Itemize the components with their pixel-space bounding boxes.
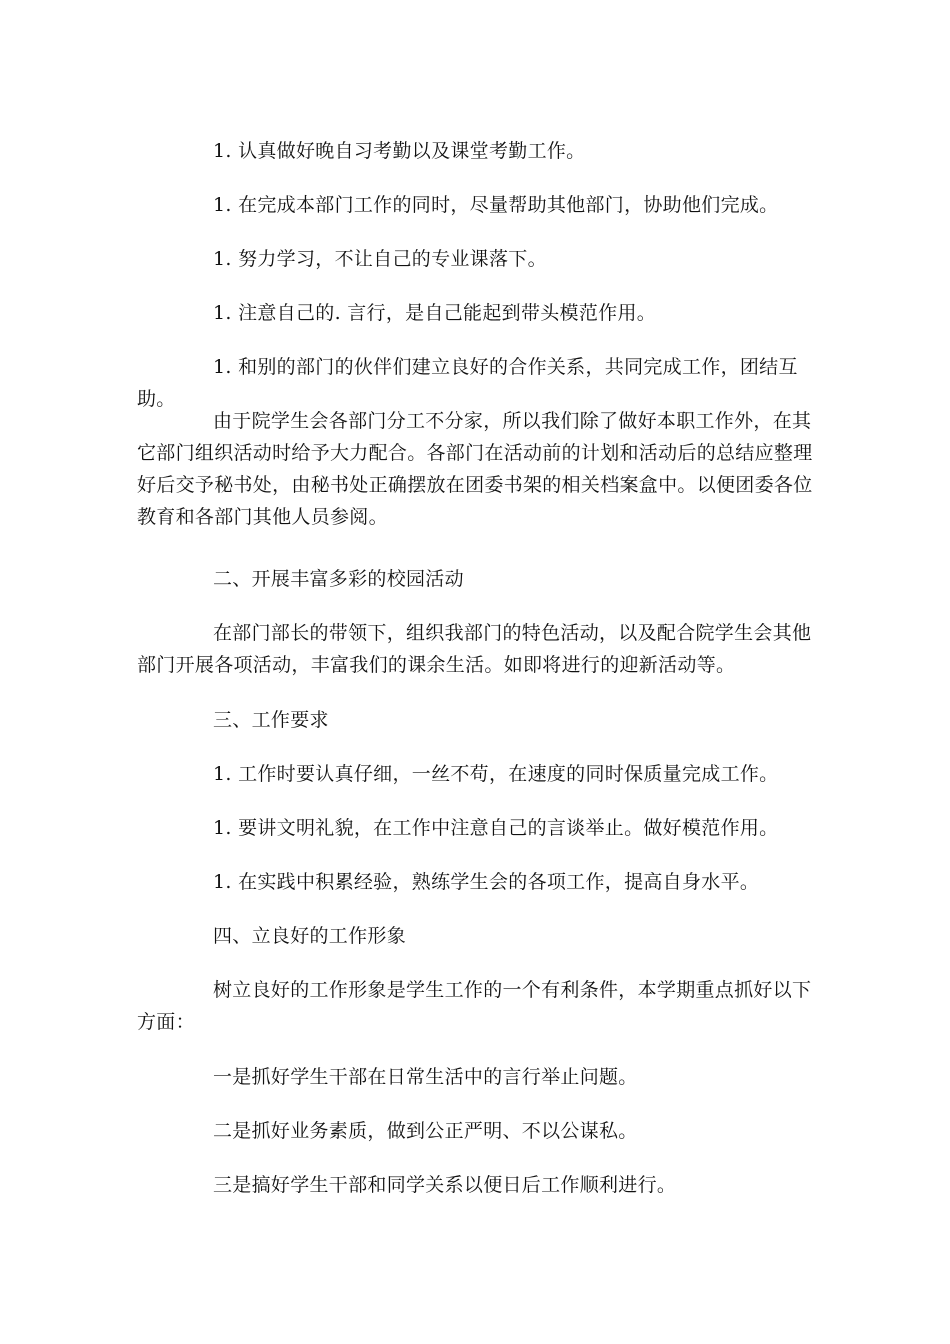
body-paragraph-activities: 在部门部长的带领下，组织我部门的特色活动，以及配合院学生会其他部门开展各项活动，丰富我们的课余生活。如即将进行的迎新活动等。: [137, 622, 812, 676]
list-item-conduct: 1. 注意自己的. 言行，是自己能起到带头模范作用。: [213, 302, 657, 324]
list-item-help-other-departments: 1. 在完成本部门工作的同时，尽量帮助其他部门，协助他们完成。: [213, 194, 779, 216]
list-item-second-point: 二是抓好业务素质，做到公正严明、不以公谋私。: [213, 1120, 638, 1142]
section-heading-work-image: 四、立良好的工作形象: [213, 925, 407, 947]
section-heading-work-requirements: 三、工作要求: [213, 709, 329, 731]
list-item-experience: 1. 在实践中积累经验，熟练学生会的各项工作，提高自身水平。: [213, 871, 760, 893]
list-item-attendance: 1. 认真做好晚自习考勤以及课堂考勤工作。: [213, 140, 586, 162]
list-item-cooperation: 1. 和别的部门的伙伴们建立良好的合作关系，共同完成工作，团结互助。: [137, 356, 798, 410]
list-item-civility: 1. 要讲文明礼貌，在工作中注意自己的言谈举止。做好模范作用。: [213, 817, 779, 839]
body-paragraph-work-image: 树立良好的工作形象是学生工作的一个有利条件，本学期重点抓好以下方面：: [137, 979, 812, 1033]
body-paragraph-cooperation: 由于院学生会各部门分工不分家，所以我们除了做好本职工作外，在其它部门组织活动时给予大力配合。各部门在活动前的计划和活动后的总结应整理好后交予秘书处，由秘书处正确摆放在团委书架的相关档案盒中。以便团委各位教育和各部门其他人员参阅。: [137, 410, 813, 528]
list-item-study: 1. 努力学习，不让自己的专业课落下。: [213, 248, 547, 270]
list-item-careful-work: 1. 工作时要认真仔细，一丝不苟，在速度的同时保质量完成工作。: [213, 763, 779, 785]
list-item-first-point: 一是抓好学生干部在日常生活中的言行举止问题。: [213, 1066, 638, 1088]
section-heading-campus-activities: 二、开展丰富多彩的校园活动: [213, 568, 464, 590]
list-item-third-point: 三是搞好学生干部和同学关系以便日后工作顺利进行。: [213, 1174, 677, 1196]
